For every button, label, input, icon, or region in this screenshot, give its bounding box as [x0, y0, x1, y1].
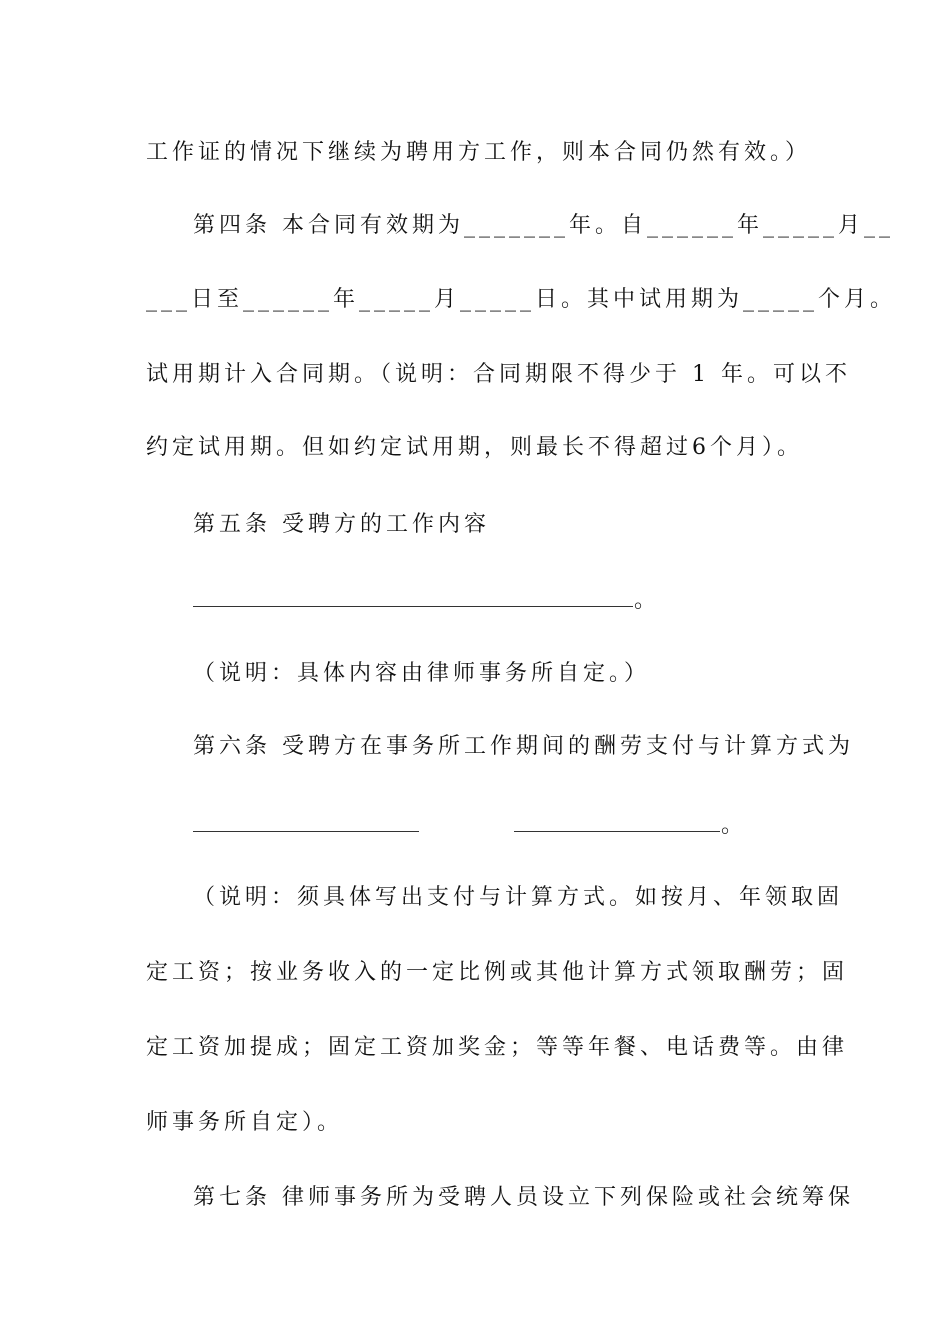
article-4-line-1: 第四条 本合同有效期为_______年。自______年_____月__ [193, 213, 894, 238]
work-content-blank [193, 606, 633, 607]
article-4-line-4: 约定试用期。但如约定试用期，则最长不得超过6个月）。 [146, 435, 803, 460]
article-7-heading: 第七条 律师事务所为受聘人员设立下列保险或社会统筹保 [193, 1185, 854, 1210]
article-6-note-line-1: （说明：须具体写出支付与计算方式。如按月、年领取固 [193, 885, 844, 910]
text-line-1: 工作证的情况下继续为聘用方工作，则本合同仍然有效。） [146, 140, 812, 165]
article-5-note: （说明：具体内容由律师事务所自定。） [193, 661, 651, 686]
article-4-line-2: ___日至______年_____月_____日。其中试用期为_____个月。 [146, 287, 897, 312]
payment-blank-1 [193, 831, 419, 832]
article-4-line-3: 试用期计入合同期。（说明：合同期限不得少于 1 年。可以不 [146, 362, 851, 387]
article-6-note-line-3: 定工资加提成；固定工资加奖金；等等年餐、电话费等。由律 [146, 1035, 849, 1060]
article-5-heading: 第五条 受聘方的工作内容 [193, 512, 490, 537]
blank-period-2: 。 [721, 813, 744, 838]
blank-period-1: 。 [634, 588, 657, 613]
article-6-heading: 第六条 受聘方在事务所工作期间的酬劳支付与计算方式为 [193, 734, 854, 759]
article-6-note-line-2: 定工资；按业务收入的一定比例或其他计算方式领取酬劳；固 [146, 960, 849, 985]
payment-blank-2 [514, 831, 720, 832]
article-6-note-line-4: 师事务所自定）。 [146, 1110, 344, 1135]
